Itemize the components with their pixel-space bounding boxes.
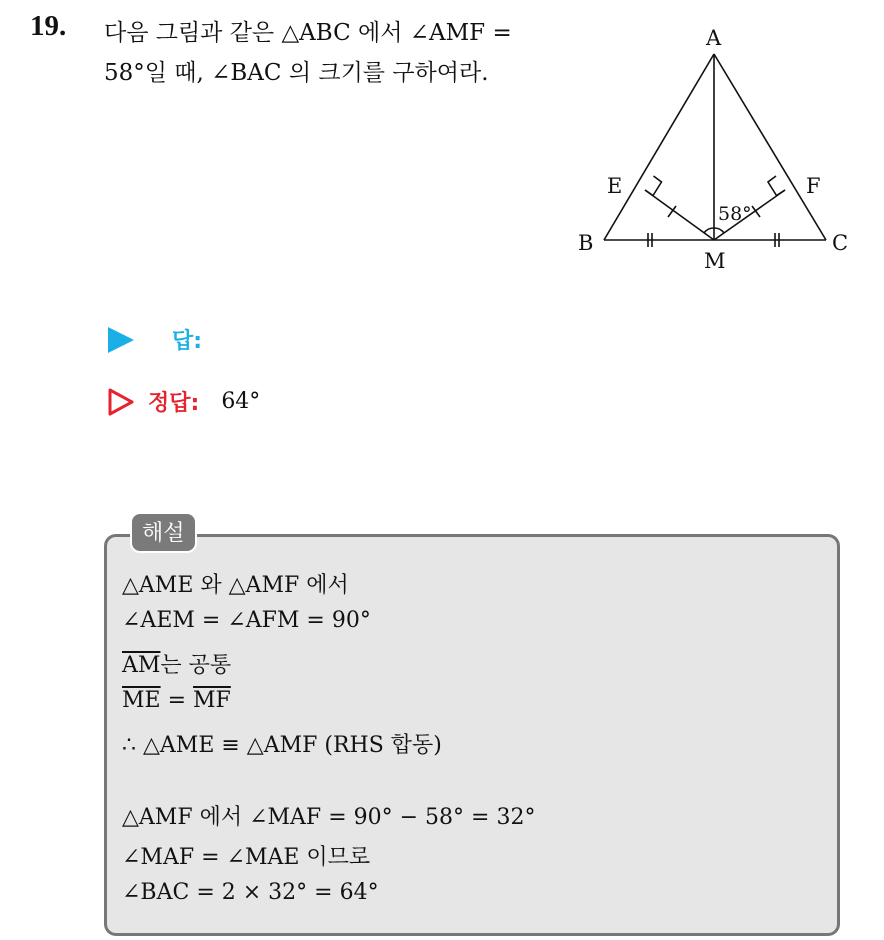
answer-correct-label: 정답: [148,391,200,416]
solution-line-3 [122,648,231,679]
question-text-line-2: 58°일 때, ∠BAC 의 크기를 구하여라. [104,60,489,86]
question-number: 19. [30,10,67,42]
triangle-figure [570,18,860,278]
solution-line-7: ∠MAF = ∠MAE 이므로 [122,845,371,870]
label-e: E [607,174,623,198]
play-icon [108,327,134,353]
solution-line-6: △AMF 에서 ∠MAF = 90° − 58° = 32° [122,805,536,830]
answer-blank-row [108,324,202,355]
segment-mf-label: $\overline{MF}$ [193,688,231,713]
solution-line-5: ∴ △AME ≡ △AMF (RHS 합동) [122,733,442,758]
play-outline-icon [108,388,134,416]
question-text-line-1: 다음 그림과 같은 △ABC 에서 ∠AMF = [104,20,512,46]
solution-line-2: ∠AEM = ∠AFM = 90° [122,608,371,633]
solution-line-8: ∠BAC = 2 × 32° = 64° [122,880,379,905]
segment-am-label: $\overline{AM}$ [122,653,161,678]
solution-tag: 해설 [130,512,197,553]
angle-arc-amf [714,228,724,233]
label-b: B [578,231,594,255]
angle-label: 58° [718,203,752,225]
angle-arc-amb [704,228,714,233]
label-f: F [806,174,821,198]
label-m: M [704,249,726,273]
label-a: A [706,26,722,50]
right-angle-mark-e [645,176,662,196]
side-ab [604,54,714,240]
answer-correct-value: 64° [221,389,261,414]
solution-line-4: $\overline{ME} = \overline{MF}$ [122,688,231,713]
right-angle-mark-f [768,176,785,196]
segment-me-label: $\overline{ME}$ [122,688,161,713]
label-c: C [832,231,849,255]
common-text: 는 공통 [160,653,232,678]
answer-blank-label: 답: [172,329,203,354]
answer-correct-row [108,386,260,417]
solution-line-1: △AME 와 △AMF 에서 [122,573,349,598]
